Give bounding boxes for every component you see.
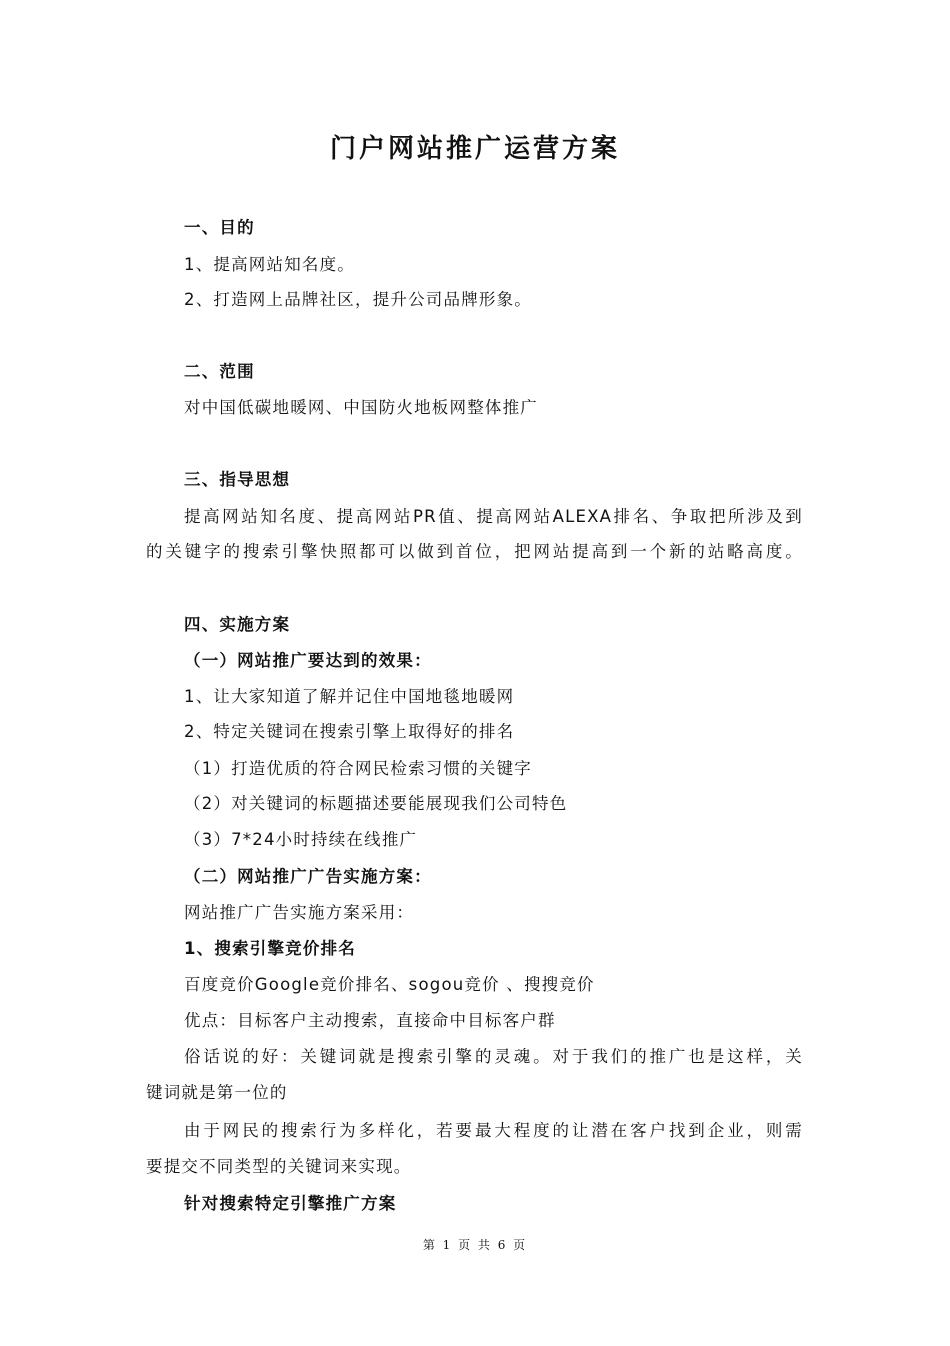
effects-item-3: （1）打造优质的符合网民检索习惯的关键字	[184, 759, 532, 778]
purpose-item-2: 2、打造网上品牌社区，提升公司品牌形象。	[184, 290, 532, 309]
guiding-idea-line-2: 的关键字的搜索引擎快照都可以做到首位，把网站提高到一个新的站略高度。	[146, 542, 803, 561]
effects-item-1: 1、让大家知道了解并记住中国地毯地暖网	[184, 687, 515, 706]
purpose-item-1: 1、提高网站知名度。	[184, 255, 355, 274]
effects-item-5: （3）7*24小时持续在线推广	[184, 830, 418, 849]
diversity-para-line-1: 由于网民的搜索行为多样化，若要最大程度的让潜在客户找到企业，则需	[184, 1121, 803, 1140]
subsection-heading-effects: （一）网站推广要达到的效果：	[184, 651, 432, 670]
keyword-para-line-2: 键词就是第一位的	[146, 1083, 288, 1102]
sem-engines: 百度竞价Google竞价排名、sogou竞价 、搜搜竞价	[184, 975, 595, 994]
ad-plan-intro: 网站推广广告实施方案采用：	[184, 903, 415, 922]
scope-text: 对中国低碳地暖网、中国防火地板网整体推广	[184, 398, 538, 417]
guiding-idea-line-1: 提高网站知名度、提高网站PR值、提高网站ALEXA排名、争取把所涉及到	[184, 507, 803, 526]
method-heading-sem: 1、搜索引擎竞价排名	[184, 939, 356, 958]
section-heading-implementation: 四、实施方案	[184, 615, 291, 634]
keyword-para-line-1: 俗话说的好：关键词就是搜索引擎的灵魂。对于我们的推广也是这样，关	[184, 1047, 803, 1066]
subsection-heading-ad-plan: （二）网站推广广告实施方案：	[184, 867, 432, 886]
diversity-para-line-2: 要提交不同类型的关键词来实现。	[146, 1157, 412, 1176]
section-heading-purpose: 一、目的	[184, 218, 255, 237]
closing-heading: 针对搜索特定引擎推广方案	[184, 1194, 397, 1213]
section-heading-scope: 二、范围	[184, 362, 255, 381]
sem-advantage: 优点：目标客户主动搜索，直接命中目标客户群	[184, 1011, 556, 1030]
document-title: 门户网站推广运营方案	[329, 134, 620, 164]
effects-item-2: 2、特定关键词在搜索引擎上取得好的排名	[184, 722, 515, 741]
page-footer: 第 1 页 共 6 页	[422, 1238, 528, 1252]
effects-item-4: （2）对关键词的标题描述要能展现我们公司特色	[184, 794, 568, 813]
section-heading-guiding-idea: 三、指导思想	[184, 470, 291, 489]
